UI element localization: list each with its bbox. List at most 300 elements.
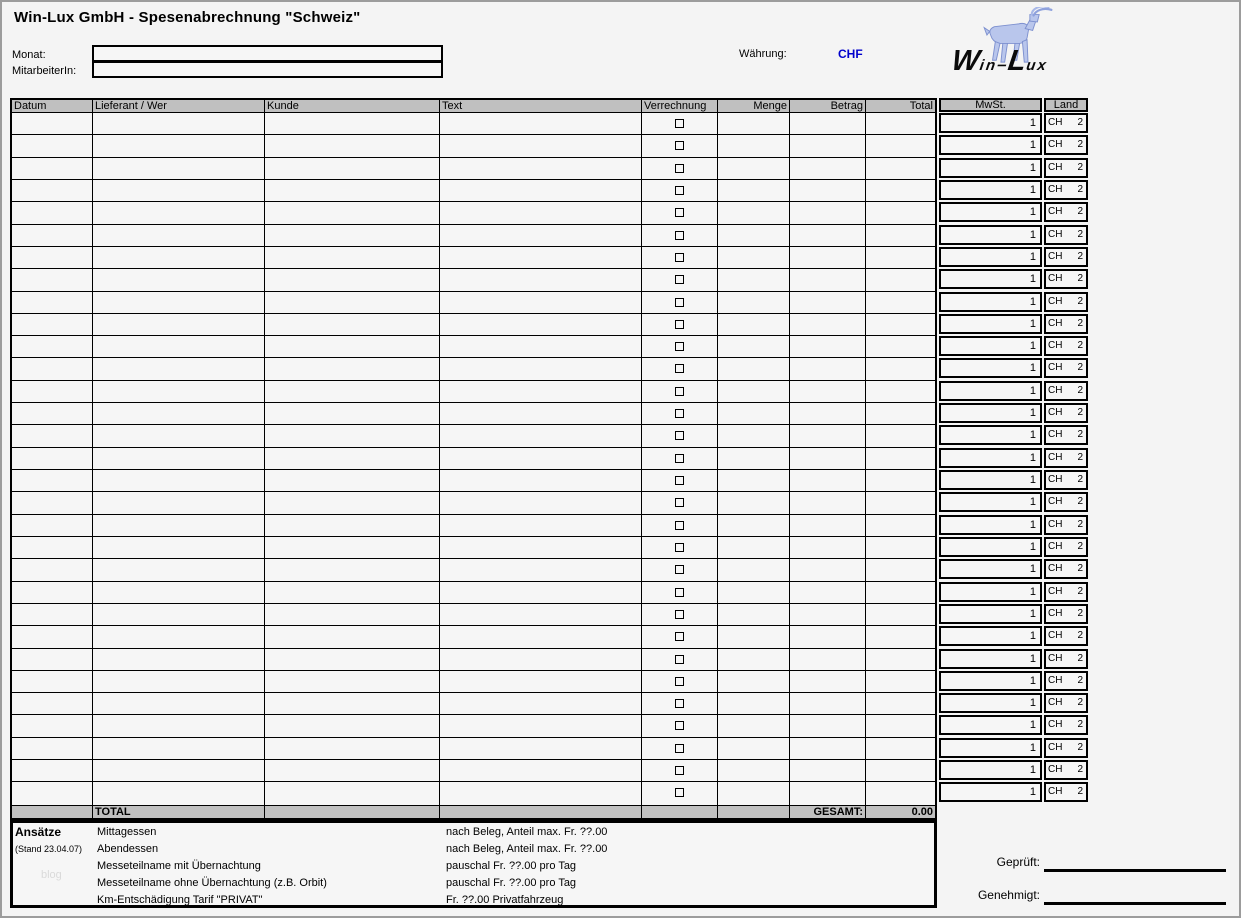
verrechnung-checkbox[interactable] xyxy=(675,788,684,797)
cell-datum[interactable] xyxy=(12,403,93,424)
cell-kunde[interactable] xyxy=(265,381,440,402)
cell-datum[interactable] xyxy=(12,292,93,313)
cell-lieferant[interactable] xyxy=(93,515,265,536)
cell-datum[interactable] xyxy=(12,158,93,179)
verrechnung-checkbox[interactable] xyxy=(675,744,684,753)
cell-betrag[interactable] xyxy=(790,782,866,804)
cell-kunde[interactable] xyxy=(265,247,440,268)
cell-kunde[interactable] xyxy=(265,649,440,670)
cell-kunde[interactable] xyxy=(265,403,440,424)
cell-menge[interactable] xyxy=(718,158,790,179)
cell-menge[interactable] xyxy=(718,760,790,781)
cell-datum[interactable] xyxy=(12,225,93,246)
cell-land[interactable] xyxy=(1044,135,1088,155)
verrechnung-checkbox[interactable] xyxy=(675,364,684,373)
cell-land[interactable] xyxy=(1044,492,1088,512)
verrechnung-checkbox[interactable] xyxy=(675,208,684,217)
verrechnung-checkbox[interactable] xyxy=(675,498,684,507)
cell-lieferant[interactable] xyxy=(93,582,265,603)
cell-betrag[interactable] xyxy=(790,470,866,491)
cell-menge[interactable] xyxy=(718,247,790,268)
geprueft-signature-line[interactable] xyxy=(1044,869,1226,872)
cell-menge[interactable] xyxy=(718,358,790,379)
cell-lieferant[interactable] xyxy=(93,470,265,491)
cell-land[interactable] xyxy=(1044,425,1088,445)
cell-kunde[interactable] xyxy=(265,202,440,223)
cell-total[interactable] xyxy=(866,715,935,736)
verrechnung-checkbox[interactable] xyxy=(675,610,684,619)
cell-datum[interactable] xyxy=(12,626,93,647)
cell-text[interactable] xyxy=(440,626,642,647)
cell-menge[interactable] xyxy=(718,180,790,201)
cell-menge[interactable] xyxy=(718,782,790,804)
cell-datum[interactable] xyxy=(12,336,93,357)
cell-mwst[interactable]: 1 xyxy=(939,492,1042,512)
cell-total[interactable] xyxy=(866,448,935,469)
cell-text[interactable] xyxy=(440,492,642,513)
cell-kunde[interactable] xyxy=(265,336,440,357)
cell-mwst[interactable]: 1 xyxy=(939,225,1042,245)
cell-text[interactable] xyxy=(440,671,642,692)
cell-land[interactable] xyxy=(1044,515,1088,535)
verrechnung-checkbox[interactable] xyxy=(675,677,684,686)
cell-lieferant[interactable] xyxy=(93,135,265,156)
cell-land[interactable] xyxy=(1044,448,1088,468)
cell-betrag[interactable] xyxy=(790,738,866,759)
verrechnung-checkbox[interactable] xyxy=(675,253,684,262)
cell-menge[interactable] xyxy=(718,470,790,491)
cell-kunde[interactable] xyxy=(265,358,440,379)
cell-total[interactable] xyxy=(866,269,935,290)
cell-menge[interactable] xyxy=(718,715,790,736)
cell-total[interactable] xyxy=(866,492,935,513)
cell-mwst[interactable]: 1 xyxy=(939,671,1042,691)
cell-total[interactable] xyxy=(866,760,935,781)
verrechnung-checkbox[interactable] xyxy=(675,521,684,530)
cell-betrag[interactable] xyxy=(790,559,866,580)
cell-kunde[interactable] xyxy=(265,604,440,625)
cell-total[interactable] xyxy=(866,113,935,134)
cell-betrag[interactable] xyxy=(790,671,866,692)
cell-mwst[interactable]: 1 xyxy=(939,180,1042,200)
verrechnung-checkbox[interactable] xyxy=(675,119,684,128)
verrechnung-checkbox[interactable] xyxy=(675,320,684,329)
cell-kunde[interactable] xyxy=(265,782,440,804)
verrechnung-checkbox[interactable] xyxy=(675,164,684,173)
cell-land[interactable] xyxy=(1044,247,1088,267)
cell-land[interactable] xyxy=(1044,738,1088,758)
cell-land[interactable] xyxy=(1044,715,1088,735)
cell-text[interactable] xyxy=(440,649,642,670)
cell-land[interactable] xyxy=(1044,202,1088,222)
cell-total[interactable] xyxy=(866,559,935,580)
cell-total[interactable] xyxy=(866,470,935,491)
cell-text[interactable] xyxy=(440,537,642,558)
cell-mwst[interactable]: 1 xyxy=(939,135,1042,155)
cell-land[interactable] xyxy=(1044,760,1088,780)
cell-lieferant[interactable] xyxy=(93,448,265,469)
cell-datum[interactable] xyxy=(12,492,93,513)
cell-text[interactable] xyxy=(440,693,642,714)
cell-betrag[interactable] xyxy=(790,604,866,625)
cell-land[interactable] xyxy=(1044,358,1088,378)
cell-kunde[interactable] xyxy=(265,135,440,156)
cell-total[interactable] xyxy=(866,582,935,603)
cell-lieferant[interactable] xyxy=(93,492,265,513)
cell-lieferant[interactable] xyxy=(93,782,265,804)
cell-lieferant[interactable] xyxy=(93,336,265,357)
cell-text[interactable] xyxy=(440,135,642,156)
cell-mwst[interactable]: 1 xyxy=(939,559,1042,579)
cell-lieferant[interactable] xyxy=(93,604,265,625)
cell-betrag[interactable] xyxy=(790,113,866,134)
verrechnung-checkbox[interactable] xyxy=(675,431,684,440)
cell-menge[interactable] xyxy=(718,515,790,536)
cell-lieferant[interactable] xyxy=(93,671,265,692)
verrechnung-checkbox[interactable] xyxy=(675,565,684,574)
cell-lieferant[interactable] xyxy=(93,693,265,714)
cell-land[interactable] xyxy=(1044,559,1088,579)
cell-mwst[interactable]: 1 xyxy=(939,693,1042,713)
cell-mwst[interactable]: 1 xyxy=(939,269,1042,289)
cell-menge[interactable] xyxy=(718,448,790,469)
cell-land[interactable] xyxy=(1044,269,1088,289)
cell-mwst[interactable]: 1 xyxy=(939,358,1042,378)
cell-menge[interactable] xyxy=(718,537,790,558)
cell-mwst[interactable]: 1 xyxy=(939,604,1042,624)
cell-land[interactable] xyxy=(1044,671,1088,691)
cell-total[interactable] xyxy=(866,738,935,759)
cell-total[interactable] xyxy=(866,693,935,714)
cell-text[interactable] xyxy=(440,158,642,179)
verrechnung-checkbox[interactable] xyxy=(675,409,684,418)
cell-text[interactable] xyxy=(440,604,642,625)
cell-mwst[interactable]: 1 xyxy=(939,760,1042,780)
cell-total[interactable] xyxy=(866,314,935,335)
cell-menge[interactable] xyxy=(718,649,790,670)
cell-datum[interactable] xyxy=(12,559,93,580)
cell-kunde[interactable] xyxy=(265,626,440,647)
cell-mwst[interactable]: 1 xyxy=(939,403,1042,423)
cell-mwst[interactable]: 1 xyxy=(939,113,1042,133)
cell-total[interactable] xyxy=(866,537,935,558)
cell-betrag[interactable] xyxy=(790,247,866,268)
cell-betrag[interactable] xyxy=(790,715,866,736)
cell-menge[interactable] xyxy=(718,492,790,513)
cell-betrag[interactable] xyxy=(790,649,866,670)
cell-total[interactable] xyxy=(866,604,935,625)
cell-text[interactable] xyxy=(440,180,642,201)
cell-datum[interactable] xyxy=(12,425,93,446)
cell-mwst[interactable]: 1 xyxy=(939,247,1042,267)
cell-menge[interactable] xyxy=(718,269,790,290)
cell-datum[interactable] xyxy=(12,738,93,759)
cell-lieferant[interactable] xyxy=(93,202,265,223)
cell-kunde[interactable] xyxy=(265,225,440,246)
cell-mwst[interactable]: 1 xyxy=(939,582,1042,602)
cell-land[interactable] xyxy=(1044,180,1088,200)
cell-land[interactable] xyxy=(1044,113,1088,133)
cell-betrag[interactable] xyxy=(790,492,866,513)
genehmigt-signature-line[interactable] xyxy=(1044,902,1226,905)
cell-menge[interactable] xyxy=(718,425,790,446)
cell-kunde[interactable] xyxy=(265,425,440,446)
cell-mwst[interactable]: 1 xyxy=(939,336,1042,356)
cell-menge[interactable] xyxy=(718,225,790,246)
cell-land[interactable] xyxy=(1044,693,1088,713)
cell-betrag[interactable] xyxy=(790,180,866,201)
cell-kunde[interactable] xyxy=(265,314,440,335)
cell-menge[interactable] xyxy=(718,403,790,424)
cell-lieferant[interactable] xyxy=(93,225,265,246)
cell-mwst[interactable]: 1 xyxy=(939,626,1042,646)
cell-kunde[interactable] xyxy=(265,180,440,201)
cell-lieferant[interactable] xyxy=(93,247,265,268)
cell-menge[interactable] xyxy=(718,381,790,402)
cell-datum[interactable] xyxy=(12,515,93,536)
cell-land[interactable] xyxy=(1044,582,1088,602)
cell-datum[interactable] xyxy=(12,604,93,625)
monat-input[interactable] xyxy=(92,45,443,62)
cell-menge[interactable] xyxy=(718,202,790,223)
cell-menge[interactable] xyxy=(718,336,790,357)
cell-total[interactable] xyxy=(866,180,935,201)
cell-kunde[interactable] xyxy=(265,559,440,580)
cell-text[interactable] xyxy=(440,559,642,580)
cell-mwst[interactable]: 1 xyxy=(939,470,1042,490)
cell-kunde[interactable] xyxy=(265,158,440,179)
cell-mwst[interactable]: 1 xyxy=(939,314,1042,334)
cell-datum[interactable] xyxy=(12,693,93,714)
verrechnung-checkbox[interactable] xyxy=(675,632,684,641)
cell-text[interactable] xyxy=(440,515,642,536)
cell-mwst[interactable]: 1 xyxy=(939,537,1042,557)
cell-betrag[interactable] xyxy=(790,693,866,714)
cell-mwst[interactable]: 1 xyxy=(939,381,1042,401)
cell-menge[interactable] xyxy=(718,604,790,625)
cell-kunde[interactable] xyxy=(265,470,440,491)
cell-total[interactable] xyxy=(866,626,935,647)
cell-land[interactable] xyxy=(1044,649,1088,669)
cell-total[interactable] xyxy=(866,782,935,804)
cell-mwst[interactable]: 1 xyxy=(939,292,1042,312)
cell-total[interactable] xyxy=(866,425,935,446)
cell-total[interactable] xyxy=(866,671,935,692)
cell-land[interactable] xyxy=(1044,292,1088,312)
cell-lieferant[interactable] xyxy=(93,403,265,424)
cell-text[interactable] xyxy=(440,448,642,469)
cell-text[interactable] xyxy=(440,336,642,357)
cell-lieferant[interactable] xyxy=(93,715,265,736)
cell-kunde[interactable] xyxy=(265,448,440,469)
cell-mwst[interactable]: 1 xyxy=(939,515,1042,535)
verrechnung-checkbox[interactable] xyxy=(675,298,684,307)
cell-kunde[interactable] xyxy=(265,537,440,558)
cell-kunde[interactable] xyxy=(265,760,440,781)
cell-betrag[interactable] xyxy=(790,582,866,603)
cell-datum[interactable] xyxy=(12,135,93,156)
cell-mwst[interactable]: 1 xyxy=(939,738,1042,758)
cell-kunde[interactable] xyxy=(265,582,440,603)
cell-betrag[interactable] xyxy=(790,358,866,379)
verrechnung-checkbox[interactable] xyxy=(675,699,684,708)
cell-betrag[interactable] xyxy=(790,515,866,536)
cell-text[interactable] xyxy=(440,247,642,268)
cell-lieferant[interactable] xyxy=(93,158,265,179)
cell-datum[interactable] xyxy=(12,113,93,134)
cell-datum[interactable] xyxy=(12,269,93,290)
cell-total[interactable] xyxy=(866,381,935,402)
cell-betrag[interactable] xyxy=(790,225,866,246)
cell-text[interactable] xyxy=(440,314,642,335)
cell-text[interactable] xyxy=(440,403,642,424)
cell-betrag[interactable] xyxy=(790,202,866,223)
cell-datum[interactable] xyxy=(12,470,93,491)
cell-land[interactable] xyxy=(1044,225,1088,245)
cell-kunde[interactable] xyxy=(265,292,440,313)
cell-land[interactable] xyxy=(1044,626,1088,646)
verrechnung-checkbox[interactable] xyxy=(675,454,684,463)
cell-betrag[interactable] xyxy=(790,269,866,290)
cell-menge[interactable] xyxy=(718,671,790,692)
verrechnung-checkbox[interactable] xyxy=(675,141,684,150)
cell-mwst[interactable]: 1 xyxy=(939,782,1042,802)
cell-datum[interactable] xyxy=(12,358,93,379)
cell-text[interactable] xyxy=(440,470,642,491)
cell-kunde[interactable] xyxy=(265,715,440,736)
cell-lieferant[interactable] xyxy=(93,425,265,446)
cell-mwst[interactable]: 1 xyxy=(939,202,1042,222)
cell-lieferant[interactable] xyxy=(93,381,265,402)
cell-text[interactable] xyxy=(440,782,642,804)
cell-datum[interactable] xyxy=(12,180,93,201)
cell-menge[interactable] xyxy=(718,626,790,647)
cell-betrag[interactable] xyxy=(790,158,866,179)
cell-lieferant[interactable] xyxy=(93,358,265,379)
cell-text[interactable] xyxy=(440,381,642,402)
cell-text[interactable] xyxy=(440,225,642,246)
verrechnung-checkbox[interactable] xyxy=(675,588,684,597)
cell-kunde[interactable] xyxy=(265,492,440,513)
verrechnung-checkbox[interactable] xyxy=(675,721,684,730)
cell-total[interactable] xyxy=(866,292,935,313)
cell-lieferant[interactable] xyxy=(93,292,265,313)
cell-total[interactable] xyxy=(866,336,935,357)
cell-menge[interactable] xyxy=(718,582,790,603)
cell-betrag[interactable] xyxy=(790,135,866,156)
cell-kunde[interactable] xyxy=(265,515,440,536)
verrechnung-checkbox[interactable] xyxy=(675,387,684,396)
cell-total[interactable] xyxy=(866,649,935,670)
cell-land[interactable] xyxy=(1044,537,1088,557)
cell-menge[interactable] xyxy=(718,559,790,580)
cell-kunde[interactable] xyxy=(265,671,440,692)
verrechnung-checkbox[interactable] xyxy=(675,186,684,195)
cell-text[interactable] xyxy=(440,113,642,134)
cell-datum[interactable] xyxy=(12,247,93,268)
cell-menge[interactable] xyxy=(718,314,790,335)
cell-text[interactable] xyxy=(440,425,642,446)
cell-kunde[interactable] xyxy=(265,738,440,759)
cell-lieferant[interactable] xyxy=(93,626,265,647)
cell-lieferant[interactable] xyxy=(93,537,265,558)
cell-text[interactable] xyxy=(440,202,642,223)
cell-datum[interactable] xyxy=(12,715,93,736)
cell-land[interactable] xyxy=(1044,782,1088,802)
cell-kunde[interactable] xyxy=(265,113,440,134)
cell-kunde[interactable] xyxy=(265,693,440,714)
cell-lieferant[interactable] xyxy=(93,559,265,580)
cell-mwst[interactable]: 1 xyxy=(939,715,1042,735)
cell-datum[interactable] xyxy=(12,314,93,335)
cell-total[interactable] xyxy=(866,403,935,424)
cell-betrag[interactable] xyxy=(790,292,866,313)
cell-betrag[interactable] xyxy=(790,537,866,558)
cell-lieferant[interactable] xyxy=(93,180,265,201)
verrechnung-checkbox[interactable] xyxy=(675,231,684,240)
cell-datum[interactable] xyxy=(12,202,93,223)
cell-land[interactable] xyxy=(1044,314,1088,334)
cell-datum[interactable] xyxy=(12,448,93,469)
cell-land[interactable] xyxy=(1044,336,1088,356)
cell-lieferant[interactable] xyxy=(93,269,265,290)
cell-land[interactable] xyxy=(1044,403,1088,423)
cell-lieferant[interactable] xyxy=(93,738,265,759)
cell-betrag[interactable] xyxy=(790,403,866,424)
cell-mwst[interactable]: 1 xyxy=(939,425,1042,445)
cell-total[interactable] xyxy=(866,515,935,536)
verrechnung-checkbox[interactable] xyxy=(675,655,684,664)
cell-total[interactable] xyxy=(866,135,935,156)
cell-betrag[interactable] xyxy=(790,336,866,357)
cell-betrag[interactable] xyxy=(790,425,866,446)
verrechnung-checkbox[interactable] xyxy=(675,476,684,485)
cell-betrag[interactable] xyxy=(790,381,866,402)
mitarbeiterin-input[interactable] xyxy=(92,61,443,78)
cell-datum[interactable] xyxy=(12,760,93,781)
verrechnung-checkbox[interactable] xyxy=(675,543,684,552)
cell-lieferant[interactable] xyxy=(93,113,265,134)
cell-text[interactable] xyxy=(440,582,642,603)
verrechnung-checkbox[interactable] xyxy=(675,342,684,351)
cell-text[interactable] xyxy=(440,292,642,313)
cell-datum[interactable] xyxy=(12,537,93,558)
cell-total[interactable] xyxy=(866,358,935,379)
cell-land[interactable] xyxy=(1044,604,1088,624)
cell-text[interactable] xyxy=(440,738,642,759)
cell-mwst[interactable]: 1 xyxy=(939,158,1042,178)
cell-datum[interactable] xyxy=(12,782,93,804)
cell-total[interactable] xyxy=(866,202,935,223)
cell-text[interactable] xyxy=(440,269,642,290)
cell-datum[interactable] xyxy=(12,381,93,402)
cell-lieferant[interactable] xyxy=(93,760,265,781)
cell-menge[interactable] xyxy=(718,113,790,134)
cell-mwst[interactable]: 1 xyxy=(939,448,1042,468)
cell-lieferant[interactable] xyxy=(93,649,265,670)
cell-text[interactable] xyxy=(440,715,642,736)
cell-total[interactable] xyxy=(866,158,935,179)
cell-land[interactable] xyxy=(1044,470,1088,490)
cell-betrag[interactable] xyxy=(790,314,866,335)
cell-land[interactable] xyxy=(1044,381,1088,401)
cell-datum[interactable] xyxy=(12,671,93,692)
cell-menge[interactable] xyxy=(718,738,790,759)
cell-text[interactable] xyxy=(440,358,642,379)
cell-kunde[interactable] xyxy=(265,269,440,290)
cell-menge[interactable] xyxy=(718,693,790,714)
cell-betrag[interactable] xyxy=(790,448,866,469)
